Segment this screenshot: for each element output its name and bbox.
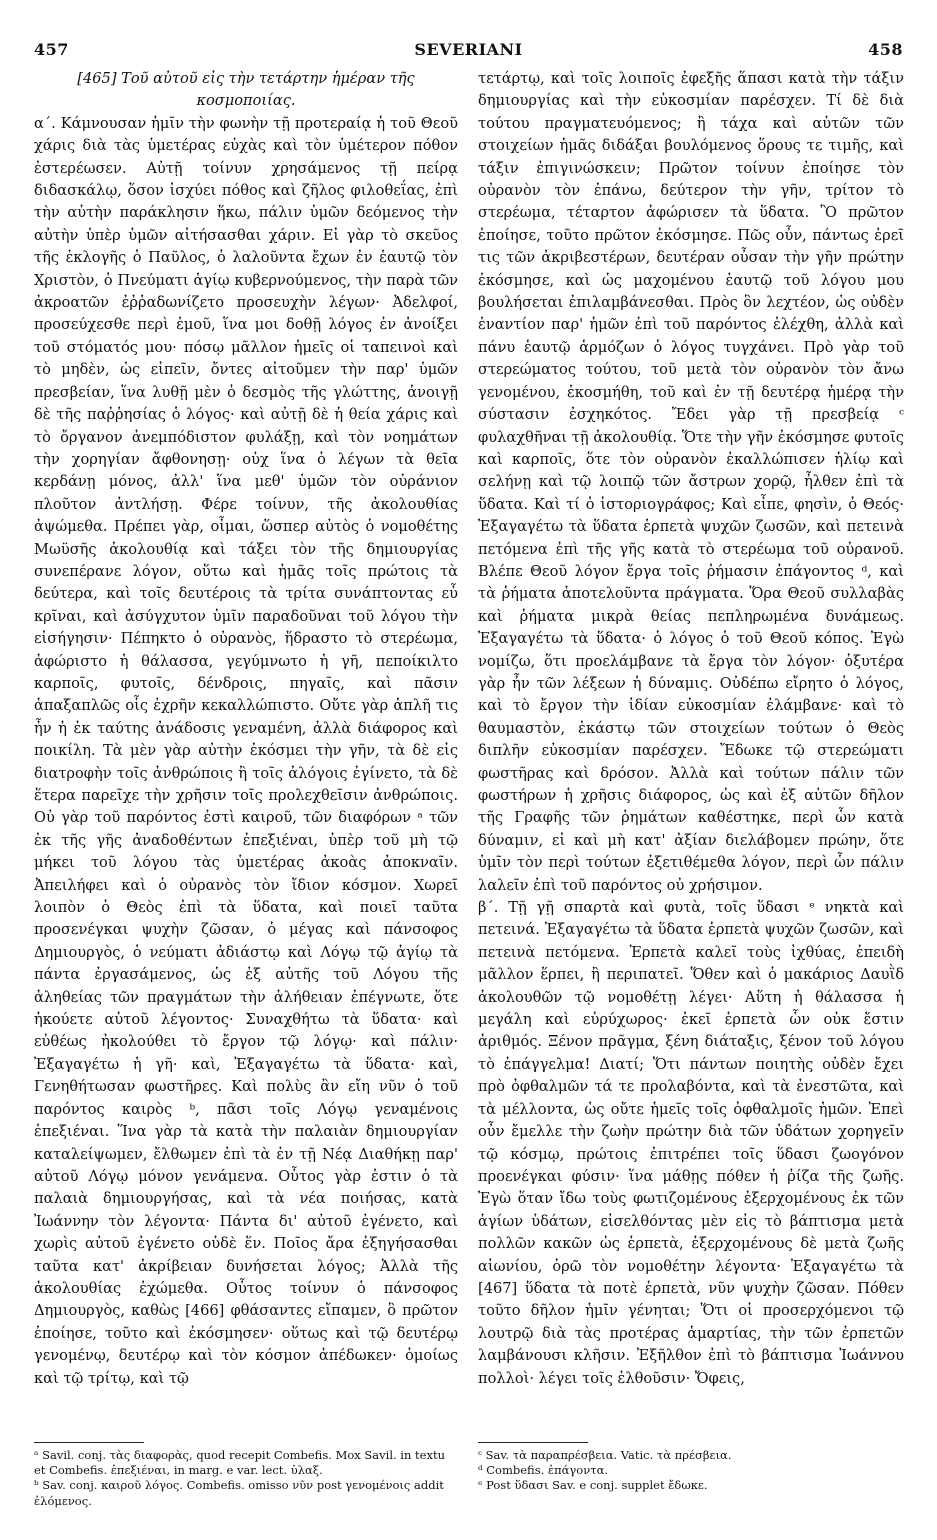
right-column-text-1: τετάρτῳ, καὶ τοῖς λοιποῖς ἐφεξῆς ἅπασι κατὰ τὴν τάξιν δημιουργίας καὶ τὴν εὐκοσμίαν παρέσχεν. Τί δὲ διὰ τούτου πραγματευόμενος; ἢ τάχα καὶ αὐτῶν τῶν στοιχείων ἡμᾶς διδάξαι βουλόμενος ὅρους τε τιμῆς, καὶ τάξιν ἐπιγινώσκειν; Πρῶτον τοίνυν ἐποίησε τὸν οὐρανὸν τὸν ἐπάνω, δεύτερον τὴν γῆν, τρίτον τὸ στερέωμα, τέταρτον ἀφώρισεν τὰ ὕδατα. Ὃ πρῶτον ἐποίησε, τοῦτο πρῶτον ἐκόσμησε. Πῶς οὖν, πάντως ἐρεῖ τις τῶν ἀκριβεστέρων, δευτέραν οὖσαν τὴν γῆν πρώτην ἐκόσμησε, καὶ ὡς μαχομένου ἑαυτῷ τοῦ λόγου μου βουλήσεται ἐπιλαμβάνεσθαι. Πρὸς ὃν λεχτέον, ὡς οὐδὲν ἐναντίον παρ' ἡμῶν ἐπὶ τοῦ παρόντος ἐλέχθη, ἀλλὰ καὶ πάνυ ἑαυτῷ ἁρμόζων ὁ λόγος τυγχάνει. Πρὸ γὰρ τοῦ στερεώματος τούτου, τοῦ μετὰ τὸν οὐρανὸν τὸν ἄνω γενομένου, ἐκοσμήθη, τοῦ καὶ ἐν τῇ δευτέρᾳ ἡμέρᾳ τὴν σύστασιν ἐσχηκότος. Ἔδει γὰρ τῇ πρεσβείᾳ ᶜ φυλαχθῆναι τῇ ἀκολουθίᾳ. Ὅτε τὴν γῆν ἐκόσμησε φυτοῖς καὶ καρποῖς, ὅτε τὸν οὐρανὸν ἐκαλλώπισεν ἡλίῳ καὶ σελήνῃ καὶ τῷ λοιπῷ τῶν ἄστρων χορῷ, ἦλθεν ἐπὶ τὰ ὕδατα. Καὶ τί ὁ ἱστοριογράφος; Καὶ εἶπε, φησὶν, ὁ Θεός· Ἐξαγαγέτω τὰ ὕδατα ἑρπετὰ ψυχῶν ζωσῶν, καὶ πετεινὰ πετόμενα ἐπὶ τῆς γῆς κατὰ τὸ στερέωμα τοῦ οὐρανοῦ. Βλέπε Θεοῦ λόγον ἔργα τοῖς ῥήμασιν ἐπάγοντος ᵈ, καὶ τὰ ῥήματα ἀποτελοῦντα πράγματα. Ὅρα Θεοῦ συλλαβὰς καὶ ῥήματα μικρὰ θείας πεπληρωμένα δυνάμεως. Ἐξαγαγέτω τὰ ὕδατα· ὁ λόγος ὁ τοῦ Θεοῦ κόπος. Ἐγὼ νομίζω, ὅτι προελάμβανε τὰ ἔργα τὸν λόγον· ὀξυτέρα γὰρ ἦν τῶν λέξεων ἡ δύναμις. Οὐδέπω εἴρητο ὁ λόγος, καὶ τὸ ἔργον τὴν ἰδίαν εὐκοσμίαν ἐλάμβανε· καὶ τὸ θαυμαστὸν, ἑκάστῳ τῶν στοιχείων τούτων ὁ Θεὸς διπλῆν εὐκοσμίαν παρέσχεν. Ἔδωκε τῷ στερεώματι φωστῆρας καὶ δρόσον. Ἀλλὰ καὶ τούτων πάλιν τῶν φωστήρων ἡ χρῆσις διάφορος, ὡς καὶ ἐξ αὐτῶν δῆλον τῆς Γραφῆς τῶν ῥημάτων καθέστηκε, περὶ ὧν κατὰ δύναμιν, εἰ καὶ μὴ κατ' ἀξίαν διελάβομεν πρώην, ὅτε ὑμῖν τὸν περὶ τούτων ἐξετιθέμεθα λόγον, περὶ ὧν πάλιν λαλεῖν ἐπὶ τοῦ παρόντος οὐ χρήσιμον. <box>478 70 904 894</box>
footnote-e: ᵉ Post ὕδασι Sav. e conj. supplet ἔδωκε. <box>478 1478 708 1493</box>
footnote-b: ᵇ Sav. conj. καιροῦ λόγος. Combefis. omisso νῦν post γενομένοις addit ἐλόμενος. <box>34 1478 444 1508</box>
footnotes-right <box>478 1448 904 1494</box>
page-number-right: 458 <box>868 40 903 59</box>
homily-title: [465] Τοῦ αὐτοῦ εἰς τὴν τετάρτην ἡμέραν τῆς κοσμοποιίας. <box>77 70 415 110</box>
page-number-left: 457 <box>34 40 69 59</box>
footnote-d: ᵈ Combefis. ἐπάγοντα. <box>478 1463 608 1478</box>
right-column <box>478 68 904 1390</box>
left-column-text: α΄. Κάμνουσαν ἡμῖν τὴν φωνὴν τῇ προτεραίᾳ ἡ τοῦ Θεοῦ χάρις διὰ τὰς ὑμετέρας εὐχὰς καὶ τὸν ὑμέτερον πόθον ἐστερέωσεν. Αὐτῇ τοίνυν χρησάμενος τῇ πείρᾳ διδασκάλῳ, ὅσον ἰσχύει πόθος καὶ ζῆλος φιλοθεΐας, ἐπὶ τὴν αὐτὴν παράκλησιν ἥκω, πάλιν ὑμῶν δεόμενος τὴν αὐτὴν ὑπὲρ ὑμῶν αἰτήσασθαι χάριν. Εἰ γὰρ τὸ σκεῦος τῆς ἐκλογῆς ὁ Παῦλος, ὁ λαλοῦντα ἔχων ἐν ἑαυτῷ τὸν Χριστὸν, ὁ Πνεύματι ἁγίῳ κυβερνούμενος, τὴν παρὰ τῶν ἀκροατῶν ἐῤῥαδωνίζετο προσευχὴν λέγων· Ἀδελφοί, προσεύχεσθε περὶ ἐμοῦ, ἵνα μοι δοθῇ λόγος ἐν ἀνοίξει τοῦ στόματός μου· πόσῳ μᾶλλον ἡμεῖς οἱ ταπεινοὶ καὶ τὸ μηδὲν, ὡς εἰπεῖν, ὄντες αἰτοῦμεν τὴν παρ' ὑμῶν πρεσβείαν, ἵνα λυθῇ μὲν ὁ δεσμὸς τῆς γλώττης, ἀνοιγῇ δὲ τῆς παῤῥησίας ὁ λόγος· καὶ αὐτῇ δὲ ἡ θεία χάρις καὶ τὸ ὄργανον ἀνεμπόδιστον φυλάξῃ, καὶ τὸν νοημάτων τὴν χορηγίαν ἄφθονησῃ· οὐχ ἵνα ὁ λέγων τὰ θεῖα κερδάνῃ μόνος, ἀλλ' ἵνα μεθ' ὑμῶν τὸν οὐράνιον πλοῦτον ἀντλήσῃ. Φέρε τοίνυν, τῆς ἀκολουθίας ἀψώμεθα. Πρέπει γὰρ, οἶμαι, ὥσπερ αὐτὸς ὁ νομοθέτης Μωϋσῆς ἀκολουθίᾳ καὶ τάξει τὸν τῆς δημιουργίας συνεπέρανε λόγον, οὕτω καὶ ἡμᾶς τοῖς πρώτοις τὰ δεύτερα, καὶ τοῖς δευτέροις τὰ τρίτα συνάπτοντας εὖ κρῖναι, καὶ ἀσύγχυτον ὑμῖν παραδοῦναι τοῦ λόγου τὴν εἰσήγησιν· Πέπηκτο ὁ οὐρανὸς, ἥδραστο τὸ στερέωμα, ἀφώριστο ἡ θάλασσα, γεγύμνωτο ἡ γῆ, πεποίκιλτο καρποῖς, φυτοῖς, δένδροις, πηγαῖς, καὶ πᾶσιν ἁπαξαπλῶς οἷς ἐχρῆν κεκαλλώπιστο. Οὔτε γὰρ ἁπλῆ τις ἦν ἡ ἐκ ταύτης ἀνάδοσις γεναμένη, ἀλλὰ διάφορος καὶ ποικίλη. Τὰ μὲν γὰρ αὐτὴν ἐκόσμει τὴν γῆν, τὰ δὲ εἰς διατροφὴν τοῖς ἀνθρώποις ἢ τοῖς ἀλόγοις ἐγίνετο, τὰ δὲ ἕτερα παρεῖχε τὴν χρῆσιν τοῖς προλεχθεῖσιν ἀνθρώποις. Οὐ γὰρ τοῦ παρόντος ἐστὶ καιροῦ, τῶν διαφόρων ᵃ τῶν ἐκ τῆς γῆς ἀναδοθέντων ἐπεξιέναι, ὑπὲρ τοῦ μὴ τῷ μήκει τοῦ λόγου τὰς ὑμετέρας ἀκοὰς ἀποκναῖν. Ἀπειλήφει καὶ ὁ οὐρανὸς τὸν ἴδιον κόσμον. Χωρεῖ λοιπὸν ὁ Θεὸς ἐπὶ τὰ ὕδατα, καὶ ποιεῖ ταῦτα προσενέγκαι ψυχὴν ζῶσαν, ὁ μέγας καὶ πάνσοφος Δημιουργὸς, ὁ νεύματι ἀδιάστῳ καὶ Λόγῳ τῷ ἁγίῳ τὰ πάντα ἐργασάμενος, ὡς ἐξ αὐτῆς τοῦ Λόγου τῆς ἀληθείας τῶν πραγμάτων τὴν ἀλήθειαν ἐπέγνωτε, ὅτε ἠκούετε αὐτοῦ λέγοντος· Συναχθήτω τὰ ὕδατα· καὶ εὐθέως ἠκολούθει τὸ ἔργον τῷ λόγῳ· καὶ πάλιν· Ἐξαγαγέτω ἡ γῆ· καὶ, Ἐξαγαγέτω τὰ ὕδατα· καὶ, Γενηθήτωσαν φωστῆρες. Καὶ πολὺς ἂν εἴη νῦν ὁ τοῦ παρόντος καιρὸς ᵇ, πᾶσι τοῖς Λόγῳ γεναμένοις ἐπεξιέναι. Ἵνα γὰρ τὰ κατὰ τὴν παλαιὰν δημιουργίαν καταλείψωμεν, ἔλθωμεν ἐπὶ τὰ ἐν τῇ Νέᾳ Διαθήκῃ παρ' αὐτοῦ Λόγῳ μόνον γενάμενα. Οὗτος γὰρ ἐστιν ὁ τὰ παλαιὰ δημιουργήσας, καὶ τὰ νέα ποιήσας, κατὰ Ἰωάννην τὸν λέγοντα· Πάντα δι' αὐτοῦ ἐγένετο, καὶ χωρὶς αὐτοῦ ἐγένετο οὐδὲ ἕν. Ποῖος ἄρα ἐξηγήσασθαι ταῦτα κατ' ἀκρίβειαν δυνήσεται λόγος; Ἀλλὰ τῆς ἀκολουθίας ἐχώμεθα. Οὗτος τοίνυν ὁ πάνσοφος Δημιουργὸς, καθὼς [466] φθάσαντες εἴπαμεν, ὃ πρῶτον ἐποίησε, τοῦτο καὶ ἐκόσμησεν· οὕτως καὶ τῷ δευτέρῳ γενομένῳ, δευτέρῳ καὶ τὸν κόσμον ἀπέδωκεν· ὁμοίως καὶ τῷ τρίτῳ, καὶ τῷ <box>34 114 458 1387</box>
running-title: SEVERIANI <box>414 40 523 59</box>
footnote-rule-right <box>478 1442 588 1443</box>
right-column-text-2: β΄. Τῇ γῇ σπαρτὰ καὶ φυτὰ, τοῖς ὕδασι ᵉ νηκτὰ καὶ πετεινά. Ἐξαγαγέτω τὰ ὕδατα ἑρπετὰ ψυχῶν ζωσῶν, καὶ πετεινὰ πετόμενα. Ἑρπετὰ καλεῖ τοὺς ἰχθύας, ἐπειδὴ μᾶλλον ἕρπει, ἢ περιπατεῖ. Ὅθεν καὶ ὁ μακάριος Δαυῒδ ἀκολουθῶν τῷ νομοθέτῃ λέγει· Αὕτη ἡ θάλασσα ἡ μεγάλη καὶ εὐρύχωρος· ἐκεῖ ἑρπετὰ ὧν οὐκ ἔστιν ἀριθμός. Ξένον πρᾶγμα, ξένη διάταξις, ξένον τοῦ λόγου τὸ ἐπάγγελμα! Διατί; Ὅτι πάντων ποιητὴς οὐδὲν ἔχει πρὸ ὀφθαλμῶν τά τε προλαβόντα, καὶ τὰ ἐνεστῶτα, καὶ τὰ μέλλοντα, ὡς οὔτε ἡμεῖς τοῖς ὀφθαλμοῖς ἡμῶν. Ἐπεὶ οὖν ἔμελλε τὴν ζωὴν πρώτην διὰ τῶν ὑδάτων χορηγεῖν τῷ κόσμῳ, πρώτοις ἐπιτρέπει τοῖς ὕδασι ζωογόνον προενέγκαι φύσιν· ἵνα μάθῃς πόθεν ἡ ῥίζα τῆς ζωῆς. Ἐγὼ ὅταν ἴδω τοὺς φωτιζομένους ἐξερχομένους ἐκ τῶν ἁγίων ὑδάτων, εἰσελθόντας μὲν εἰς τὸ βάπτισμα μετὰ πολλῶν κακῶν ὡς ἑρπετὰ, ἐξερχομένους δὲ μετὰ ζωῆς αἰωνίου, ὁρῶ τὸν νομοθέτην λέγοντα· Ἐξαγαγέτω τὰ [467] ὕδατα τὰ ποτὲ ἑρπετὰ, νῦν ψυχὴν ζῶσαν. Πόθεν τοῦτο δῆλον ἡμῖν γένηται; Ὅτι οἱ προσερχόμενοι τῷ λουτρῷ διὰ τὰς προτέρας ἁμαρτίας, τὴν τῶν ἑρπετῶν λαμβάνουσι κλῆσιν. Ἐξῆλθον ἐπὶ τὸ βάπτισμα Ἰωάννου πολλοὶ· λέγει τοῖς ἐλθοῦσιν· Ὄφεις, <box>478 899 904 1387</box>
footnotes-left <box>34 1448 458 1509</box>
footnote-a: ᵃ Savil. conj. τὰς διαφορὰς, quod recepit Combefis. Mox Savil. in textu et Combefis. ἐπεξιέναι, in marg. e var. lect. ὑλαξ. <box>34 1448 445 1478</box>
footnote-c: ᶜ Sav. τὰ παραπρέσβεια. Vatic. τὰ πρέσβεια. <box>478 1448 732 1462</box>
left-column <box>34 68 458 1390</box>
page-header <box>34 40 903 62</box>
footnote-rule-left <box>34 1442 144 1443</box>
